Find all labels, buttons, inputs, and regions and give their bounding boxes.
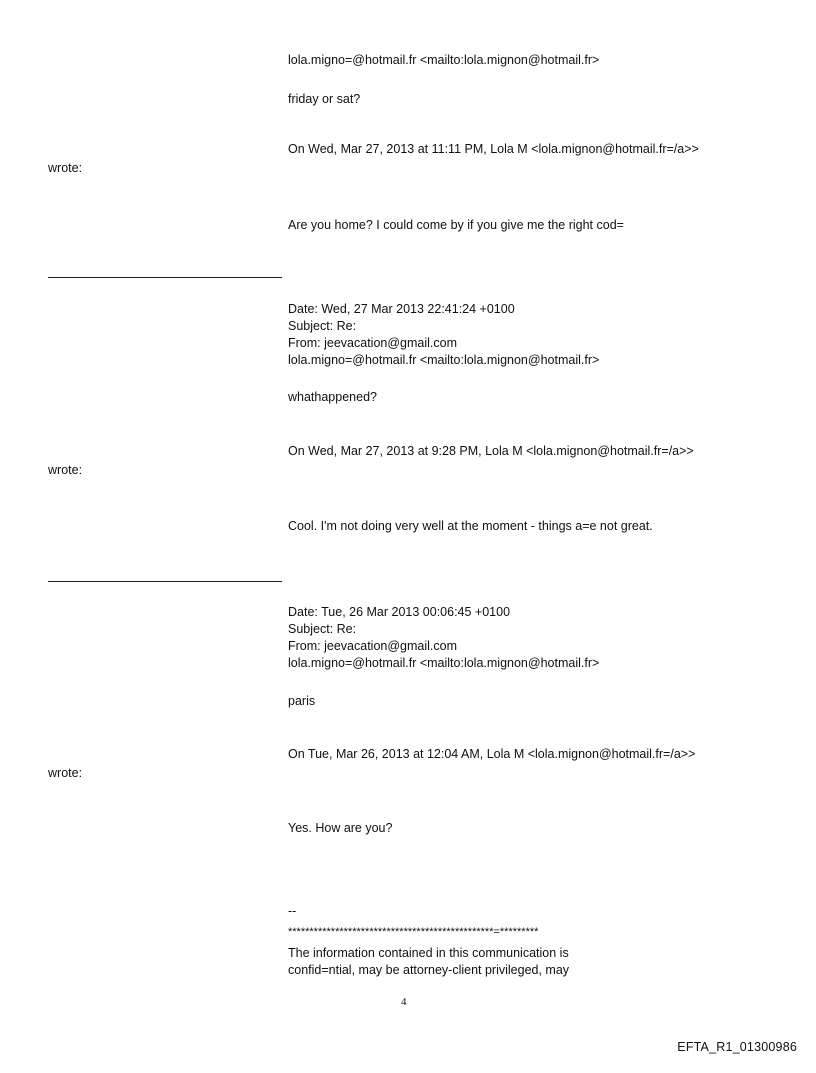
quote-header: On Tue, Mar 26, 2013 at 12:04 AM, Lola M <lola.mignon@hotmail.fr=/a>> xyxy=(288,747,696,761)
reply-text: friday or sat? xyxy=(288,92,361,106)
signature-separator: -- xyxy=(288,904,297,918)
disclaimer-line-2: confid=ntial, may be attorney-client privileged, may xyxy=(288,963,570,977)
reply-text: paris xyxy=(288,694,316,708)
subject-line: Subject: Re: xyxy=(288,622,357,636)
wrote-label: wrote: xyxy=(48,463,83,477)
from-line: From: jeevacation@gmail.com xyxy=(288,639,457,653)
quote-header: On Wed, Mar 27, 2013 at 9:28 PM, Lola M <lola.mignon@hotmail.fr=/a>> xyxy=(288,444,694,458)
bates-number: EFTA_R1_01300986 xyxy=(677,1040,797,1054)
wrote-label: wrote: xyxy=(48,766,83,780)
quote-header: On Wed, Mar 27, 2013 at 11:11 PM, Lola M <lola.mignon@hotmail.fr=/a>> xyxy=(288,142,699,156)
message-divider xyxy=(48,581,282,582)
quoted-text: Yes. How are you? xyxy=(288,821,393,835)
from-line: From: jeevacation@gmail.com xyxy=(288,336,457,350)
message-divider xyxy=(48,277,282,278)
quoted-text: Are you home? I could come by if you give me the right cod= xyxy=(288,218,624,232)
disclaimer-line-1: The information contained in this communication is xyxy=(288,946,569,960)
to-line: lola.migno=@hotmail.fr <mailto:lola.mignon@hotmail.fr> xyxy=(288,53,600,67)
date-line: Date: Wed, 27 Mar 2013 22:41:24 +0100 xyxy=(288,302,515,316)
wrote-label: wrote: xyxy=(48,161,83,175)
date-line: Date: Tue, 26 Mar 2013 00:06:45 +0100 xyxy=(288,605,511,619)
star-divider: ************************************************=********* xyxy=(288,926,539,938)
page-number: 4 xyxy=(401,996,407,1008)
quoted-text: Cool. I'm not doing very well at the moment - things a=e not great. xyxy=(288,519,653,533)
reply-text: whathappened? xyxy=(288,390,377,404)
to-line: lola.migno=@hotmail.fr <mailto:lola.mignon@hotmail.fr> xyxy=(288,353,600,367)
subject-line: Subject: Re: xyxy=(288,319,357,333)
to-line: lola.migno=@hotmail.fr <mailto:lola.mignon@hotmail.fr> xyxy=(288,656,600,670)
